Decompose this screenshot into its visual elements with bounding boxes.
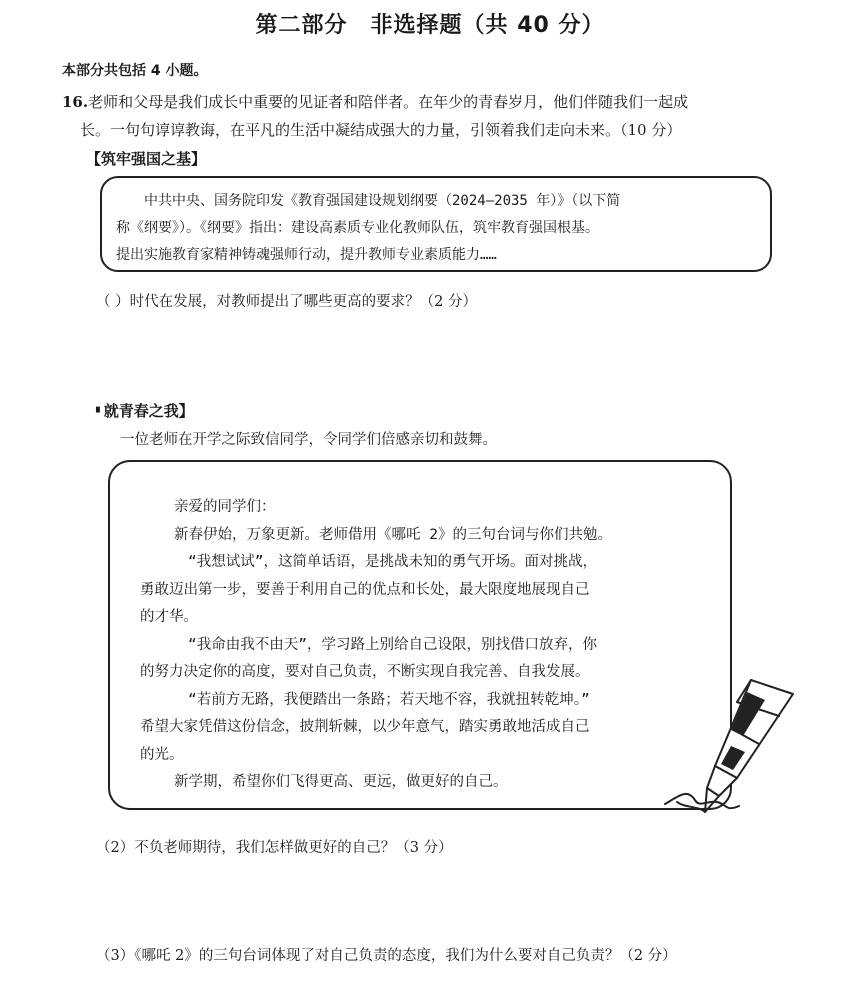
section2-heading xyxy=(96,400,194,421)
question-text: 不负老师期待，我们怎样做更好的自己？（3 分） xyxy=(134,840,453,856)
letter-paragraph: 新学期，希望你们飞得更高、更远，做更好的自己。 xyxy=(174,774,508,790)
section-intro: 本部分共包括 4 小题。 xyxy=(62,63,208,79)
heading-mark: ▘ xyxy=(96,408,104,419)
letter-box xyxy=(108,460,732,810)
section1-heading: 【筑牢强国之基】 xyxy=(86,150,207,168)
letter-line: 希望大家凭借这份信念，披荆斩棘，以少年意气，踏实勇敢地活成自己 xyxy=(140,719,590,735)
question-16-3 xyxy=(96,944,677,965)
question-prefix: （2） xyxy=(96,840,135,856)
material-line: 中共中央、国务院印发《教育强国建设规划纲要（2024—2035 年）》（以下简 xyxy=(144,193,621,209)
letter-line: 的才华。 xyxy=(140,609,198,625)
question-text: 时代在发展，对教师提出了哪些更高的要求？（2 分） xyxy=(129,294,477,310)
letter-paragraph: “我想试试”，这简单话语，是挑战未知的勇气开场。面对挑战， xyxy=(188,554,597,570)
letter-line: 的光。 xyxy=(140,746,184,763)
section2-heading-text: 就青春之我】 xyxy=(103,402,194,420)
letter-paragraph: “我命由我不由天”，学习路上别给自己设限，别找借口放弃，你 xyxy=(188,636,597,653)
material-box-1 xyxy=(100,176,772,272)
material-line: 提出实施教育家精神铸魂强师行动，提升教师专业素质能力…… xyxy=(116,247,497,263)
question-16-2 xyxy=(96,836,453,857)
letter-line: 的努力决定你的高度，要对自己负责，不断实现自我完善、自我发展。 xyxy=(140,664,590,680)
section2-intro: 一位老师在开学之际致信同学，令同学们倍感亲切和鼓舞。 xyxy=(120,432,497,448)
material-line: 称《纲要》）。《纲要》指出：建设高素质专业化教师队伍，筑牢教育强国根基。 xyxy=(116,220,599,236)
question-text: 《哪吒 2》的三句台词体现了对自己负责的态度，我们为什么要对自己负责？（2 分） xyxy=(134,948,677,964)
question-prefix: （3） xyxy=(96,948,135,964)
question-16-line1: 老师和父母是我们成长中重要的见证者和陪伴者。在年少的青春岁月，他们伴随我们一起成 xyxy=(88,93,689,111)
page-title: 第二部分 非选择题（共 40 分） xyxy=(255,13,605,38)
letter-paragraph: “若前方无路，我便踏出一条路；若天地不容，我就扭转乾坤。” xyxy=(188,691,590,708)
letter-paragraph: 新春伊始，万象更新。老师借用《哪吒 2》的三句台词与你们共勉。 xyxy=(174,526,612,543)
question-prefix: （ ） xyxy=(96,294,130,310)
letter-line: 勇敢迈出第一步，要善于利用自己的优点和长处，最大限度地展现自己 xyxy=(140,581,590,598)
letter-greeting: 亲爱的同学们： xyxy=(174,499,276,515)
question-16 xyxy=(62,88,807,144)
question-16-line2: 长。一句句谆谆教诲，在平凡的生活中凝结成强大的力量，引领着我们走向未来。（10 分） xyxy=(80,121,682,139)
question-16-1 xyxy=(96,290,477,311)
fountain-pen-icon xyxy=(655,676,805,816)
question-number: 16. xyxy=(62,93,89,111)
